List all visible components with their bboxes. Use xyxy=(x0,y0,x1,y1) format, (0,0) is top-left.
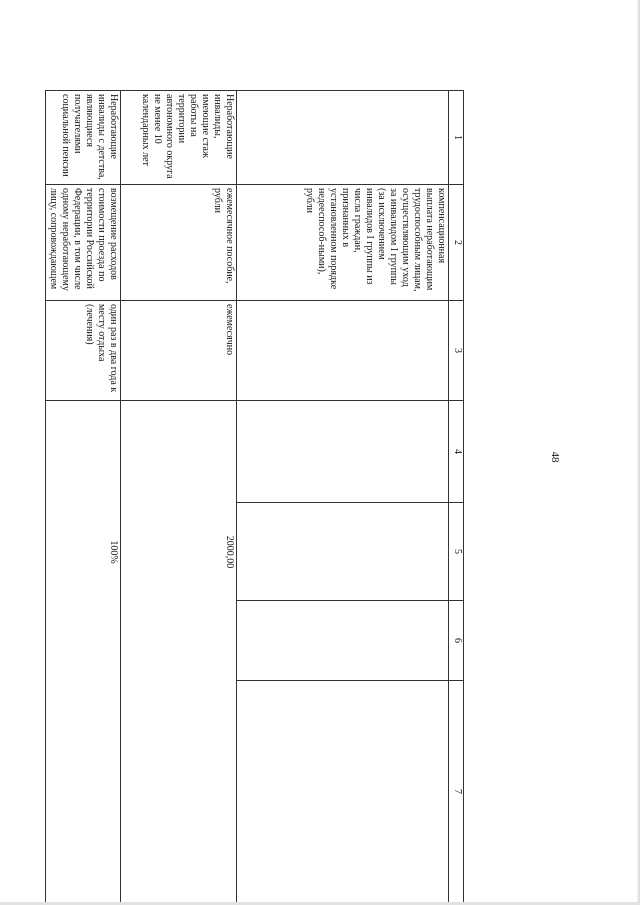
value-cell xyxy=(237,681,449,903)
column-number: 7 xyxy=(449,681,464,903)
value-cell xyxy=(237,503,449,601)
amount-value: 100% xyxy=(108,540,119,564)
frequency-cell: ежемесячно xyxy=(121,301,237,401)
table-row xyxy=(46,91,121,903)
benefits-table xyxy=(45,90,464,903)
recipient-cell xyxy=(237,91,449,185)
frequency-cell xyxy=(237,301,449,401)
recipient-cell: Неработающие инвалиды с детства, являющиеся получателями социальной пенсии xyxy=(46,91,121,185)
column-number: 3 xyxy=(449,301,464,401)
amount-value: 2000,00 xyxy=(224,535,235,569)
column-number: 5 xyxy=(449,503,464,601)
column-number: 4 xyxy=(449,401,464,503)
benefit-type-cell: возмещение расходов стоимости проезда по территории Российской Федерации, в том числе одному неработающему лицу, сопровождающем xyxy=(46,185,121,301)
table-row xyxy=(237,91,449,903)
column-number: 6 xyxy=(449,601,464,681)
page-number-container xyxy=(548,445,562,469)
column-number: 2 xyxy=(449,185,464,301)
value-cell xyxy=(237,401,449,503)
table-container xyxy=(48,90,464,902)
amount-cell xyxy=(46,401,121,903)
amount-cell xyxy=(121,401,237,903)
recipient-cell: Неработающие инвалиды, имеющие стаж работы на территории автономного округа не менее 10 календарных лет xyxy=(121,91,237,185)
rotated-table-frame xyxy=(48,90,464,902)
table-row xyxy=(121,91,237,903)
value-cell xyxy=(237,601,449,681)
benefit-type-cell: компенсационная выплата неработающим трудоспособным лицам, осуществляющим уход за инвалидом I группы (за исключением инвалидов I группы из числа граждан, признанных в установленном порядке недееспособ-ными), рубли xyxy=(237,185,449,301)
page-number: 48 xyxy=(549,451,561,463)
benefit-type-cell: ежемесячное пособие, рубли xyxy=(121,185,237,301)
column-number-row xyxy=(449,91,464,903)
column-number: 1 xyxy=(449,91,464,185)
frequency-cell: один раз в два года к месту отдыха (лечения) xyxy=(46,301,121,401)
